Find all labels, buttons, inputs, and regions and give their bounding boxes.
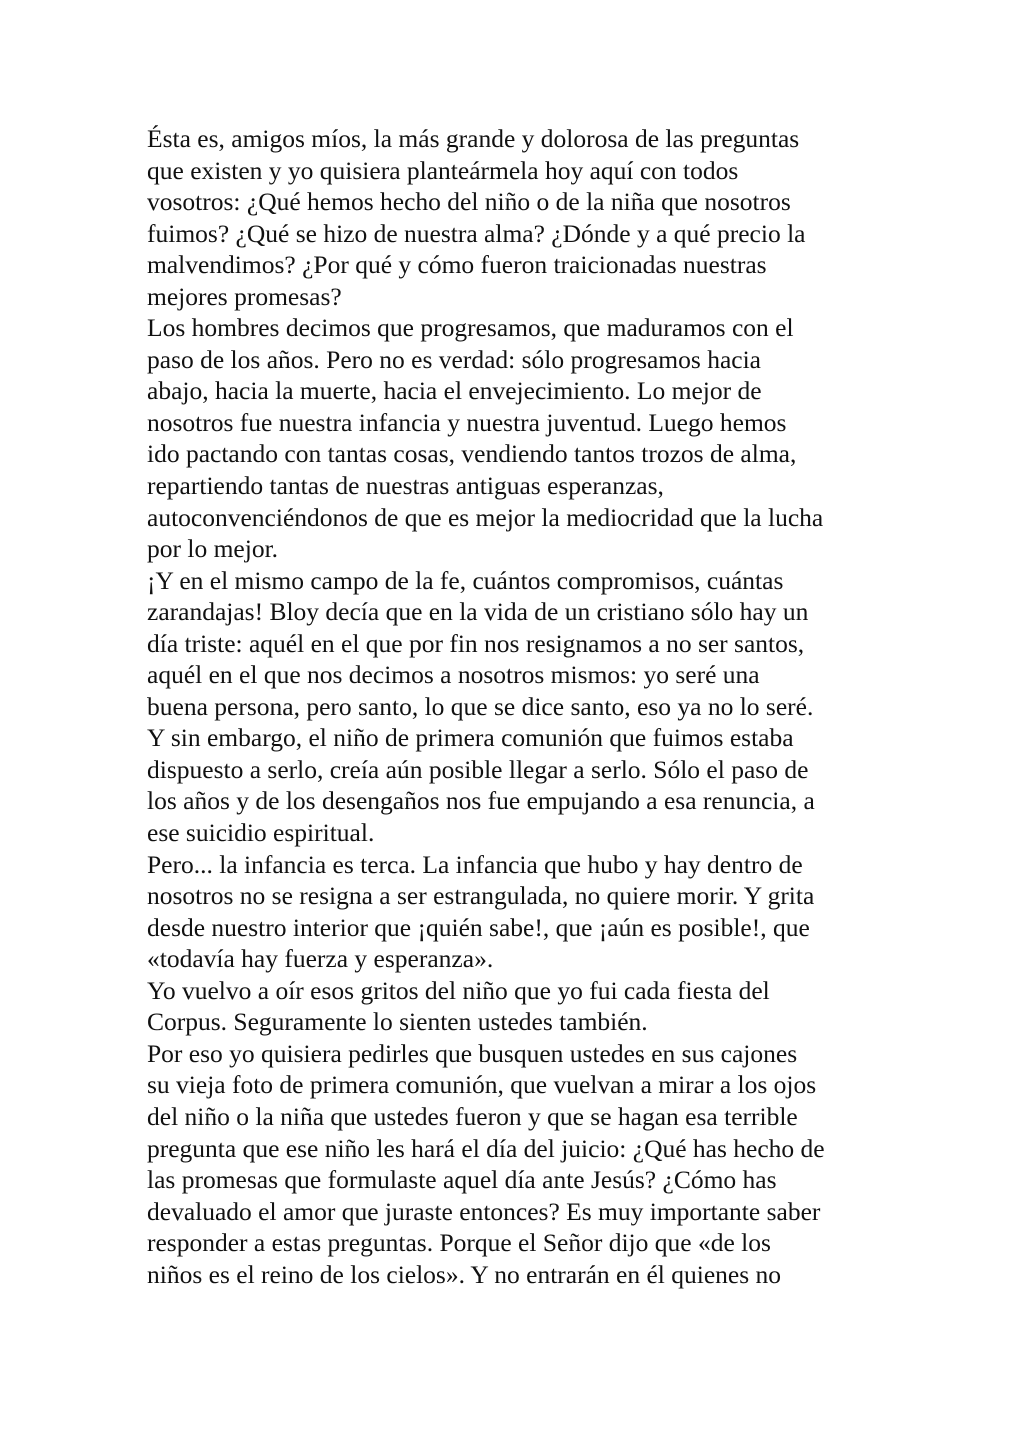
text-line: buena persona, pero santo, lo que se dice santo, eso ya no lo seré.: [147, 691, 814, 721]
text-line: Por eso yo quisiera pedirles que busquen ustedes en sus cajones: [147, 1038, 798, 1068]
text-line: por lo mejor.: [147, 534, 279, 564]
text-line: que existen y yo quisiera planteármela hoy aquí con todos: [147, 155, 739, 185]
text-line: zarandajas! Bloy decía que en la vida de un cristiano sólo hay un: [147, 597, 809, 627]
text-line: abajo, hacia la muerte, hacia el envejecimiento. Lo mejor de: [147, 376, 762, 406]
text-line: vosotros: ¿Qué hemos hecho del niño o de la niña que nosotros: [147, 187, 791, 217]
text-line: ¡Y en el mismo campo de la fe, cuántos compromisos, cuántas: [147, 565, 784, 595]
text-line: mejores promesas?: [147, 281, 342, 311]
text-line: nosotros fue nuestra infancia y nuestra juventud. Luego hemos: [147, 407, 787, 437]
text-line: devaluado el amor que juraste entonces? Es muy importante saber: [147, 1196, 821, 1226]
text-line: Ésta es, amigos míos, la más grande y dolorosa de las preguntas: [147, 124, 800, 153]
text-line: nosotros no se resigna a ser estrangulada, no quiere morir. Y grita: [147, 881, 815, 911]
text-line: día triste: aquél en el que por fin nos resignamos a no ser santos,: [147, 628, 805, 658]
text-line: paso de los años. Pero no es verdad: sólo progresamos hacia: [147, 344, 761, 374]
text-line: «todavía hay fuerza y esperanza».: [147, 944, 494, 974]
text-line: los años y de los desengaños nos fue empujando a esa renuncia, a: [147, 786, 815, 816]
text-line: ese suicidio espiritual.: [147, 818, 375, 848]
text-line: Corpus. Seguramente lo sienten ustedes también.: [147, 1007, 648, 1037]
text-line: pregunta que ese niño les hará el día del juicio: ¿Qué has hecho de: [147, 1133, 825, 1163]
text-line: Yo vuelvo a oír esos gritos del niño que yo fui cada fiesta del: [147, 975, 770, 1005]
text-line: Los hombres decimos que progresamos, que maduramos con el: [147, 313, 794, 343]
text-line: ido pactando con tantas cosas, vendiendo tantos trozos de alma,: [147, 439, 797, 469]
text-line: Pero... la infancia es terca. La infancia que hubo y hay dentro de: [147, 849, 803, 879]
text-line: niños es el reino de los cielos». Y no entrarán en él quienes no: [147, 1259, 782, 1289]
text-line: malvendimos? ¿Por qué y cómo fueron traicionadas nuestras: [147, 250, 767, 280]
text-line: autoconvenciéndonos de que es mejor la mediocridad que la lucha: [147, 502, 824, 532]
text-line: fuimos? ¿Qué se hizo de nuestra alma? ¿Dónde y a qué precio la: [147, 218, 806, 248]
body-text: [147, 123, 907, 1290]
text-line: dispuesto a serlo, creía aún posible llegar a serlo. Sólo el paso de: [147, 754, 809, 784]
text-line: del niño o la niña que ustedes fueron y que se hagan esa terrible: [147, 1101, 798, 1131]
text-line: su vieja foto de primera comunión, que vuelvan a mirar a los ojos: [147, 1070, 817, 1100]
text-line: repartiendo tantas de nuestras antiguas esperanzas,: [147, 471, 664, 501]
text-line: aquél en el que nos decimos a nosotros mismos: yo seré una: [147, 660, 760, 690]
text-line: Y sin embargo, el niño de primera comunión que fuimos estaba: [147, 723, 794, 753]
text-line: las promesas que formulaste aquel día ante Jesús? ¿Cómo has: [147, 1165, 777, 1195]
text-line: responder a estas preguntas. Porque el Señor dijo que «de los: [147, 1228, 771, 1258]
text-line: desde nuestro interior que ¡quién sabe!, que ¡aún es posible!, que: [147, 912, 810, 942]
